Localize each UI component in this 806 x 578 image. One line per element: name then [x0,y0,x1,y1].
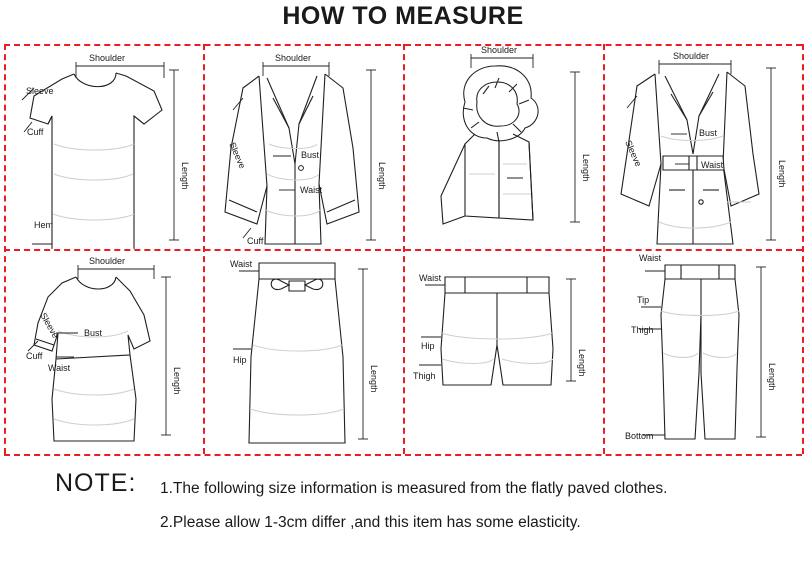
note-line-1: 1.The following size information is measured from the flatly paved clothes. [160,480,668,497]
label-length: Length [369,365,379,393]
label-sleeve: Sleeve [38,311,61,340]
grid-line-bottom [4,454,802,456]
label-hip: Hip [233,355,247,365]
label-shoulder: Shoulder [481,45,518,55]
label-shoulder: Shoulder [89,256,126,266]
cell-blazer [203,44,402,249]
cell-furcoat [403,44,602,249]
label-hip: Hip [421,341,435,351]
cell-tshirt [4,44,203,249]
label-cuff: Cuff [27,127,44,137]
label-thigh: Thigh [413,371,436,381]
cell-trenchcoat [603,44,802,249]
label-cuff: Cuff [26,351,43,361]
label-sleeve: Sleeve [623,138,644,168]
label-length: Length [377,162,387,190]
label-waist: Waist [300,185,323,195]
label-thigh: Thigh [631,325,654,335]
cell-pants [603,249,802,454]
label-length: Length [777,160,787,188]
label-cuff: Cuff [247,236,264,246]
label-waist: Waist [701,160,724,170]
label-bust: Bust [84,328,103,338]
label-shoulder: Shoulder [89,53,126,63]
note-label: NOTE: [55,469,137,497]
label-length: Length [180,162,190,190]
label-bottom: Bottom [625,431,654,441]
cell-skirt [203,249,402,454]
label-waist: Waist [230,259,253,269]
label-waist: Waist [639,253,662,263]
label-length: Length [577,349,587,377]
note-block [0,466,806,566]
cell-dress [4,249,203,454]
label-length: Length [767,363,777,391]
cell-shorts [403,249,602,454]
label-waist: Waist [419,273,442,283]
label-sleeve: Sleeve [227,140,248,170]
note-line-2: 2.Please allow 1-3cm differ ,and this item has some elasticity. [160,514,581,531]
label-waist: Waist [48,363,71,373]
label-tip: Tip [637,295,650,305]
label-shoulder: Shoulder [275,53,312,63]
grid-line-right [802,44,804,454]
label-shoulder: Shoulder [673,51,710,61]
label-length: Length [172,367,182,395]
label-length: Length [581,154,591,182]
label-bust: Bust [301,150,320,160]
label-bust: Bust [699,128,718,138]
label-hem: Hem [34,220,54,230]
label-sleeve: Sleeve [26,86,54,96]
page-title: HOW TO MEASURE [282,2,524,30]
